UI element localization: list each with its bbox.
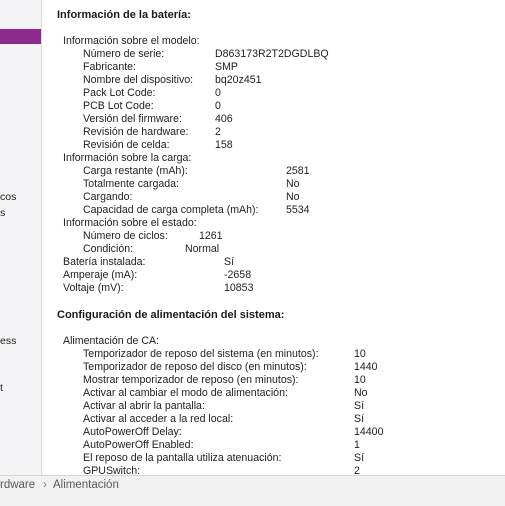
row-label: El reposo de la pantalla utiliza atenuación: — [83, 452, 282, 464]
row-label: Número de ciclos: — [83, 230, 168, 242]
breadcrumb — [0, 475, 505, 506]
row-label: Nombre del dispositivo: — [83, 74, 194, 86]
row-label: Cargando: — [83, 191, 133, 203]
row-value: No — [286, 191, 300, 203]
battery-section-title: Información de la batería: — [57, 9, 191, 21]
row-label: AutoPowerOff Delay: — [83, 426, 182, 438]
row-value: No — [286, 178, 300, 190]
row-value: Normal — [185, 243, 220, 255]
row-value: 1261 — [199, 230, 223, 242]
row-label: Activar al acceder a la red local: — [83, 413, 234, 425]
charge-info-header: Información sobre la carga: — [63, 152, 192, 164]
row-label: Pack Lot Code: — [83, 87, 156, 99]
breadcrumb-item-current[interactable]: Alimentación — [53, 479, 119, 491]
row-label: Número de serie: — [83, 48, 165, 60]
row-value: 5534 — [286, 204, 310, 216]
row-value: 2 — [354, 465, 360, 475]
row-value: SMP — [215, 61, 238, 73]
row-label: Versión del firmware: — [83, 113, 182, 125]
row-value: 1 — [354, 439, 360, 451]
row-value: 1440 — [354, 361, 378, 373]
row-label: Amperaje (mA): — [63, 269, 138, 281]
sidebar — [0, 0, 42, 475]
row-value: bq20z451 — [215, 74, 262, 86]
sidebar-item-fragment[interactable]: s — [0, 207, 6, 219]
sidebar-item-fragment[interactable]: cos — [0, 191, 17, 203]
row-value: 2581 — [286, 165, 310, 177]
row-value: 2 — [215, 126, 221, 138]
sidebar-item-fragment[interactable]: t — [0, 382, 3, 394]
model-info-header: Información sobre el modelo: — [63, 35, 200, 47]
row-value: 158 — [215, 139, 233, 151]
row-value: Sí — [224, 256, 235, 268]
row-label: Revisión de hardware: — [83, 126, 189, 138]
row-value: 0 — [215, 100, 221, 112]
row-label: PCB Lot Code: — [83, 100, 154, 112]
row-value: Sí — [354, 452, 365, 464]
sidebar-selected-item[interactable] — [0, 29, 41, 44]
ac-power-header: Alimentación de CA: — [63, 335, 159, 347]
row-label: Activar al abrir la pantalla: — [83, 400, 205, 412]
row-value: Sí — [354, 413, 365, 425]
row-value: 10 — [354, 348, 366, 360]
row-label: GPUSwitch: — [83, 465, 141, 475]
row-label: Revisión de celda: — [83, 139, 170, 151]
row-label: Condición: — [83, 243, 134, 255]
row-value: 406 — [215, 113, 233, 125]
row-value: -2658 — [224, 269, 252, 281]
row-label: Mostrar temporizador de reposo (en minutos): — [83, 374, 299, 386]
power-section-title: Configuración de alimentación del sistema: — [57, 309, 285, 321]
row-label: Activar al cambiar el modo de alimentación: — [83, 387, 288, 399]
breadcrumb-item-hardware[interactable]: rdware — [0, 479, 36, 491]
row-value: 14400 — [354, 426, 384, 438]
row-label: AutoPowerOff Enabled: — [83, 439, 194, 451]
row-label: Capacidad de carga completa (mAh): — [83, 204, 259, 216]
row-value: Sí — [354, 400, 365, 412]
row-value: 10 — [354, 374, 366, 386]
row-label: Temporizador de reposo del sistema (en minutos): — [83, 348, 319, 360]
row-label: Carga restante (mAh): — [83, 165, 188, 177]
row-label: Totalmente cargada: — [83, 178, 179, 190]
row-label: Batería instalada: — [63, 256, 146, 268]
row-value: D863173R2T2DGDLBQ — [215, 48, 329, 60]
state-info-header: Información sobre el estado: — [63, 217, 197, 229]
row-value: No — [354, 387, 368, 399]
row-value: 10853 — [224, 282, 254, 294]
row-label: Temporizador de reposo del disco (en minutos): — [83, 361, 307, 373]
row-label: Fabricante: — [83, 61, 136, 73]
detail-pane — [42, 0, 505, 475]
row-value: 0 — [215, 87, 221, 99]
sidebar-item-fragment[interactable]: ess — [0, 335, 17, 347]
chevron-right-icon: › — [43, 479, 47, 491]
row-label: Voltaje (mV): — [63, 282, 124, 294]
